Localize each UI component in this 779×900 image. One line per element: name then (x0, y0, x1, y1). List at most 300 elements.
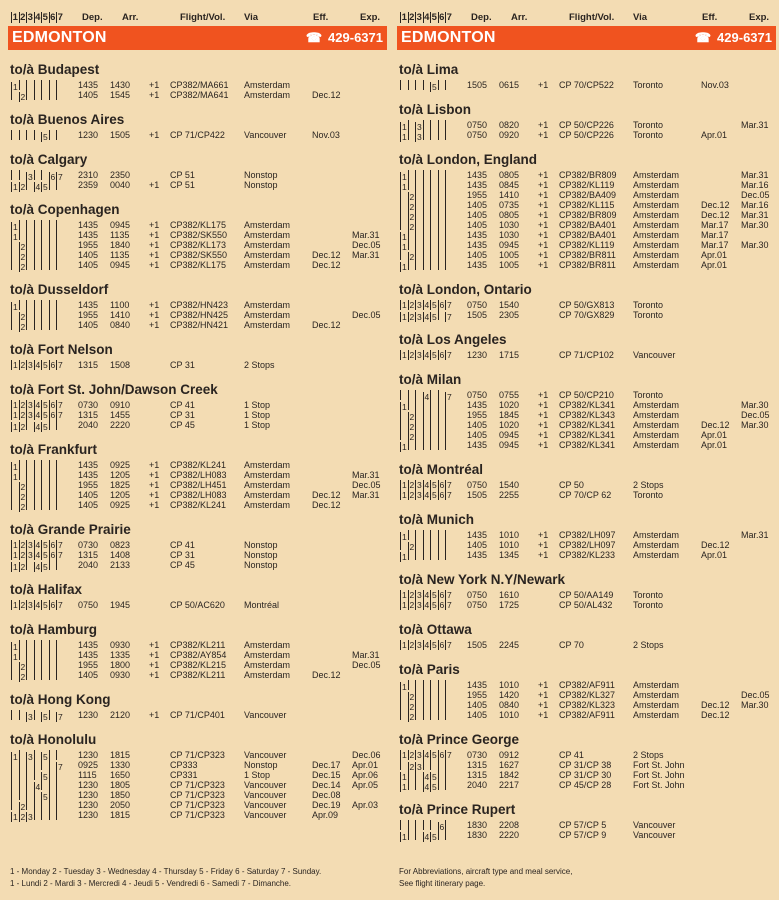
via-route: Fort St. John (633, 770, 685, 780)
departure-time: 1405 (78, 670, 99, 680)
destination-title: to/à Los Angeles (399, 332, 507, 347)
footnote (399, 866, 572, 890)
arrival-time: 1010 (499, 530, 520, 540)
effective-date: Apr.01 (701, 550, 728, 560)
operating-days: 1 (400, 530, 462, 542)
flight-number: CP 50/CP226 (559, 120, 614, 130)
destination-section (397, 802, 776, 840)
day-legend-fr: 1 - Lundi 2 - Mardi 3 - Mercredi 4 - Jeudi 5 - Vendredi 6 - Samedi 7 - Dimanche. (10, 879, 292, 888)
flight-row (8, 550, 387, 560)
via-route: Amsterdam (244, 250, 291, 260)
effective-date: Dec.19 (312, 800, 341, 810)
flight-row (397, 400, 776, 410)
next-day-marker: +1 (149, 250, 160, 260)
flight-number: CP 70/CP522 (559, 80, 614, 90)
left-column (8, 0, 387, 900)
arrival-time: 0945 (110, 220, 131, 230)
expiry-date: Dec.06 (352, 750, 381, 760)
flight-row (397, 430, 776, 440)
operating-days: 2 (400, 690, 462, 702)
expiry-date: Dec.05 (352, 240, 381, 250)
flight-row (8, 260, 387, 270)
flight-row (397, 190, 776, 200)
via-route: Amsterdam (633, 420, 680, 430)
departure-time: 1405 (467, 710, 488, 720)
flight-row (397, 180, 776, 190)
via-route: 2 Stops (244, 360, 275, 370)
operating-days: 2 (11, 90, 73, 102)
arrival-time: 0805 (499, 170, 520, 180)
effective-date: Apr.01 (701, 250, 728, 260)
via-route: Nonstop (244, 560, 278, 570)
operating-days: 1 2 3 4 5 6 7 (13, 410, 63, 420)
effective-date: Dec.12 (701, 420, 730, 430)
arrival-time: 1010 (499, 680, 520, 690)
via-route: Amsterdam (633, 680, 680, 690)
dep-header: Dep. (82, 12, 103, 23)
flight-row (397, 750, 776, 760)
departure-time: 1955 (467, 690, 488, 700)
arrival-time: 2305 (499, 310, 520, 320)
expiry-date: Apr.01 (352, 760, 379, 770)
arrival-time: 1845 (499, 410, 520, 420)
via-route: 1 Stop (244, 420, 271, 430)
flight-number: CP382/KL115 (559, 200, 615, 210)
via-header: Via (244, 12, 259, 23)
departure-time: 1435 (78, 470, 99, 480)
via-route: Amsterdam (633, 180, 680, 190)
flight-number: CP 71/CP323 (170, 750, 225, 760)
arrival-time: 0912 (499, 750, 520, 760)
flight-row (8, 420, 387, 430)
next-day-marker: +1 (538, 410, 549, 420)
flight-number: CP382/KL241 (170, 500, 227, 510)
destination-section (8, 582, 387, 610)
destination-title: to/à Fort St. John/Dawson Creek (10, 382, 218, 397)
via-route: Amsterdam (244, 220, 291, 230)
departure-time: 1435 (78, 650, 99, 660)
operating-days: 2 (400, 710, 462, 722)
flight-number: CP382/BR811 (559, 260, 616, 270)
flight-row (8, 710, 387, 720)
departure-time: 1405 (467, 430, 488, 440)
departure-time: 1435 (467, 680, 488, 690)
departure-time: 1405 (467, 250, 488, 260)
effective-date: Dec.12 (312, 250, 341, 260)
next-day-marker: +1 (538, 390, 549, 400)
operating-days: 2 (400, 410, 462, 422)
flight-row (8, 470, 387, 480)
arrival-time: 1020 (499, 400, 520, 410)
flight-row (8, 640, 387, 650)
operating-days: 1 2 3 4 5 6 7 (402, 590, 452, 600)
arrival-time: 1030 (499, 230, 520, 240)
operating-days: 1 2 3 4 5 6 7 (13, 360, 63, 370)
destination-title: to/à Milan (399, 372, 462, 387)
flight-row (397, 770, 776, 780)
destination-title: to/à Prince George (399, 732, 520, 747)
operating-days: 1 (11, 80, 73, 92)
next-day-marker: +1 (538, 440, 549, 450)
next-day-marker: +1 (149, 220, 160, 230)
via-route: Montréal (244, 600, 280, 610)
operating-days: 1 2 3 4 5 6 7 (402, 600, 452, 610)
operating-days: 1 2 4 5 (11, 180, 73, 192)
flight-number: CP 71/CP422 (170, 130, 225, 140)
flight-header: Flight/Vol. (569, 12, 615, 23)
destination-section (397, 282, 776, 320)
flight-row (397, 690, 776, 700)
flight-number: CP382/KL341 (559, 440, 616, 450)
flight-row (397, 680, 776, 690)
arrival-time: 0910 (110, 400, 131, 410)
flight-row (8, 170, 387, 180)
operating-days: 7 (11, 760, 73, 772)
footnote-line1: For Abbreviations, aircraft type and meal service, (399, 867, 573, 876)
destination-title: to/à Lisbon (399, 102, 471, 117)
via-route: 2 Stops (633, 640, 664, 650)
arrival-time: 1100 (110, 300, 130, 310)
next-day-marker: +1 (149, 130, 160, 140)
flight-number: CP331 (170, 770, 198, 780)
departure-time: 1230 (78, 790, 99, 800)
next-day-marker: +1 (538, 540, 549, 550)
via-route: Amsterdam (633, 700, 680, 710)
flight-number: CP382/LH451 (170, 480, 227, 490)
departure-time: 1230 (78, 130, 99, 140)
flight-number: CP 31 (170, 550, 195, 560)
origin-phone: ☎ 429-6371 (694, 30, 772, 45)
flight-row (397, 130, 776, 140)
destination-title: to/à Montréal (399, 462, 484, 477)
arrival-time: 1455 (110, 410, 131, 420)
arrival-time: 1420 (499, 690, 520, 700)
arrival-time: 0925 (110, 500, 131, 510)
next-day-marker: +1 (538, 710, 549, 720)
flight-row (8, 750, 387, 760)
operating-days: 1 3 5 (11, 750, 73, 762)
via-route: Amsterdam (633, 550, 680, 560)
via-route: Amsterdam (244, 320, 291, 330)
effective-date: Dec.12 (312, 500, 341, 510)
operating-days: 1 2 4 5 (11, 560, 73, 572)
operating-days: 4 (11, 780, 73, 792)
effective-date: Dec.12 (701, 210, 730, 220)
destination-section (397, 102, 776, 140)
arrival-time: 2220 (499, 830, 520, 840)
destination-section (397, 62, 776, 90)
via-route: Amsterdam (633, 210, 680, 220)
departure-time: 1435 (467, 440, 488, 450)
expiry-date: Mar.30 (741, 240, 769, 250)
via-route: Amsterdam (633, 400, 680, 410)
eff-header: Eff. (702, 12, 718, 23)
expiry-date: Mar.31 (352, 650, 380, 660)
flight-number: CP382/KL119 (559, 240, 615, 250)
telephone-icon: ☎ (694, 30, 712, 45)
departure-time: 1435 (467, 260, 488, 270)
days-header: 1 2 3 4 5 6 7 (401, 12, 452, 23)
next-day-marker: +1 (538, 400, 549, 410)
operating-days: 1 (400, 550, 462, 562)
effective-date: Mar.17 (701, 230, 729, 240)
flight-row (8, 500, 387, 510)
via-route: Amsterdam (633, 240, 680, 250)
via-route: Amsterdam (244, 90, 291, 100)
effective-date: Apr.01 (701, 430, 728, 440)
effective-date: Apr.01 (701, 440, 728, 450)
next-day-marker: +1 (538, 680, 549, 690)
operating-days: 2 (400, 430, 462, 442)
flight-row (8, 460, 387, 470)
flight-number: CP382/BR811 (559, 250, 616, 260)
expiry-date: Apr.05 (352, 780, 379, 790)
via-route: Amsterdam (633, 430, 680, 440)
next-day-marker: +1 (538, 220, 549, 230)
flight-row (8, 770, 387, 780)
operating-days: 1 2 3 4 5 6 7 (402, 480, 452, 490)
right-column (397, 0, 776, 900)
flight-row (397, 120, 776, 130)
flight-row (8, 490, 387, 500)
via-route: Toronto (633, 590, 664, 600)
via-route: Amsterdam (244, 260, 291, 270)
flight-number: CP 70/GX829 (559, 310, 615, 320)
flight-row (397, 220, 776, 230)
departure-time: 1405 (467, 420, 488, 430)
flight-number: CP382/KL211 (170, 670, 226, 680)
next-day-marker: +1 (538, 120, 549, 130)
via-route: Toronto (633, 130, 664, 140)
operating-days: 1 2 4 5 (11, 420, 73, 432)
flight-number: CP382/KL323 (559, 700, 616, 710)
departure-time: 1435 (78, 80, 99, 90)
via-route: Amsterdam (633, 690, 680, 700)
operating-days: 1 2 3 (11, 810, 73, 822)
via-route: Nonstop (244, 550, 278, 560)
arrival-time: 0840 (499, 700, 520, 710)
flight-number: CP382/LH097 (559, 540, 616, 550)
destination-title: to/à Buenos Aires (10, 112, 125, 127)
next-day-marker: +1 (149, 640, 160, 650)
flight-row (397, 230, 776, 240)
operating-days: 1 (11, 300, 73, 312)
arrival-time: 1725 (499, 600, 520, 610)
destination-section (8, 62, 387, 100)
flight-number: CP382/BA409 (559, 190, 617, 200)
flight-number: CP 71/CP401 (170, 710, 225, 720)
operating-days: 4 7 (400, 390, 462, 402)
via-route: Toronto (633, 120, 664, 130)
flight-row (8, 800, 387, 810)
operating-days: 1 2 3 4 5 6 7 (402, 300, 452, 310)
expiry-date: Dec.05 (352, 480, 381, 490)
departure-time: 1830 (467, 830, 488, 840)
departure-time: 1405 (78, 250, 99, 260)
flight-number: CP382/AF911 (559, 710, 615, 720)
flight-number: CP382/KL119 (559, 180, 615, 190)
departure-time: 1230 (78, 780, 99, 790)
effective-date: Dec.15 (312, 770, 341, 780)
arrival-time: 1505 (110, 130, 131, 140)
next-day-marker: +1 (538, 130, 549, 140)
flight-number: CP382/MA661 (170, 80, 229, 90)
departure-time: 1405 (78, 260, 99, 270)
next-day-marker: +1 (538, 260, 549, 270)
effective-date: Mar.17 (701, 220, 729, 230)
left-destinations (8, 62, 387, 820)
via-route: Amsterdam (244, 660, 291, 670)
flight-number: CP 50/AC620 (170, 600, 225, 610)
departure-time: 0750 (467, 130, 488, 140)
departure-time: 1405 (467, 200, 488, 210)
flight-number: CP 31/CP 38 (559, 760, 612, 770)
flight-number: CP382/KL173 (170, 240, 227, 250)
flight-row (397, 170, 776, 180)
departure-time: 1435 (467, 530, 488, 540)
operating-days: 2 (400, 700, 462, 712)
arrival-time: 0945 (110, 260, 131, 270)
expiry-date: Mar.16 (741, 180, 769, 190)
destination-section (397, 622, 776, 650)
arrival-time: 0755 (499, 390, 520, 400)
via-route: Vancouver (244, 800, 287, 810)
departure-time: 0730 (78, 540, 99, 550)
operating-days: 1 (400, 170, 462, 182)
departure-time: 1405 (467, 220, 488, 230)
departure-time: 0750 (467, 590, 488, 600)
operating-days: 2 (400, 540, 462, 552)
via-route: Toronto (633, 300, 664, 310)
via-route: Amsterdam (633, 530, 680, 540)
next-day-marker: +1 (149, 320, 160, 330)
arrival-time: 1005 (499, 260, 520, 270)
arr-header: Arr. (122, 12, 139, 23)
arrival-time: 1330 (110, 760, 131, 770)
via-route: Vancouver (244, 810, 287, 820)
flight-number: CP 71/CP323 (170, 810, 225, 820)
flight-number: CP382/BA401 (559, 230, 617, 240)
flight-row (397, 820, 776, 830)
departure-time: 1230 (78, 810, 99, 820)
destination-title: to/à Paris (399, 662, 460, 677)
flight-number: CP 50/CP210 (559, 390, 614, 400)
via-route: Amsterdam (633, 440, 680, 450)
departure-time: 1405 (78, 90, 99, 100)
via-route: Amsterdam (244, 490, 291, 500)
next-day-marker: +1 (149, 500, 160, 510)
destination-title: to/à New York N.Y/Newark (399, 572, 566, 587)
next-day-marker: +1 (538, 190, 549, 200)
destination-title: to/à Fort Nelson (10, 342, 113, 357)
next-day-marker: +1 (149, 710, 160, 720)
flight-number: CP 71/CP323 (170, 800, 225, 810)
operating-days: 1 (11, 650, 73, 662)
arrival-time: 0945 (499, 440, 520, 450)
expiry-date: Mar.31 (352, 250, 380, 260)
operating-days: 2 (400, 250, 462, 262)
flight-row (8, 670, 387, 680)
flight-row (8, 400, 387, 410)
via-route: 1 Stop (244, 410, 271, 420)
effective-date: Apr.01 (701, 260, 728, 270)
via-route: Amsterdam (244, 300, 291, 310)
flight-number: CP382/BA401 (559, 220, 617, 230)
expiry-date: Dec.05 (352, 660, 381, 670)
expiry-date: Apr.06 (352, 770, 379, 780)
effective-date: Dec.12 (701, 710, 730, 720)
departure-time: 0750 (467, 120, 488, 130)
operating-days: 1 (11, 230, 73, 242)
flight-number: CP382/SK550 (170, 250, 228, 260)
flight-number: CP382/KL175 (170, 220, 227, 230)
destination-title: to/à Budapest (10, 62, 100, 77)
destination-title: to/à Ottawa (399, 622, 472, 637)
departure-time: 1955 (78, 310, 99, 320)
effective-date: Dec.12 (312, 90, 341, 100)
next-day-marker: +1 (149, 660, 160, 670)
flight-row (8, 480, 387, 490)
flight-row (397, 420, 776, 430)
via-route: Vancouver (244, 750, 287, 760)
effective-date: Dec.17 (312, 760, 341, 770)
flight-number: CP382/LH083 (170, 470, 227, 480)
departure-time: 0730 (78, 400, 99, 410)
destination-section (8, 112, 387, 140)
arrival-time: 1627 (499, 760, 520, 770)
next-day-marker: +1 (538, 550, 549, 560)
expiry-date: Mar.31 (352, 470, 380, 480)
exp-header: Exp. (360, 12, 381, 23)
via-route: Amsterdam (244, 480, 291, 490)
flight-number: CP382/KL341 (559, 400, 616, 410)
departure-time: 1230 (78, 710, 99, 720)
flight-row (397, 540, 776, 550)
operating-days: 1 (11, 640, 73, 652)
operating-days: 1 4 5 (400, 830, 462, 842)
operating-days: 1 2 3 4 5 6 7 (402, 490, 452, 500)
effective-date: Mar.17 (701, 240, 729, 250)
flight-number: CP 50/GX813 (559, 300, 615, 310)
flight-number: CP 70/CP 62 (559, 490, 612, 500)
destination-section (397, 152, 776, 270)
via-route: 1 Stop (244, 400, 271, 410)
flight-number: CP382/KL327 (559, 690, 616, 700)
effective-date: Apr.01 (701, 130, 728, 140)
via-header: Via (633, 12, 648, 23)
destination-title: to/à Hamburg (10, 622, 98, 637)
expiry-date: Mar.31 (741, 170, 769, 180)
flight-row (8, 360, 387, 370)
next-day-marker: +1 (149, 230, 160, 240)
flight-row (8, 180, 387, 190)
operating-days: 5 (11, 790, 73, 802)
flight-number: CP382/KL341 (559, 430, 616, 440)
arrival-time: 1335 (110, 650, 131, 660)
next-day-marker: +1 (538, 700, 549, 710)
flight-row (8, 250, 387, 260)
expiry-date: Dec.05 (741, 190, 770, 200)
flight-number: CP382/KL343 (559, 410, 616, 420)
arrival-time: 0945 (499, 430, 520, 440)
arrival-time: 1135 (110, 250, 130, 260)
arrival-time: 0823 (110, 540, 131, 550)
flight-row (397, 240, 776, 250)
arrival-time: 1545 (110, 90, 131, 100)
destination-title: to/à London, Ontario (399, 282, 532, 297)
operating-days: 1 (400, 240, 462, 252)
flight-row (8, 300, 387, 310)
